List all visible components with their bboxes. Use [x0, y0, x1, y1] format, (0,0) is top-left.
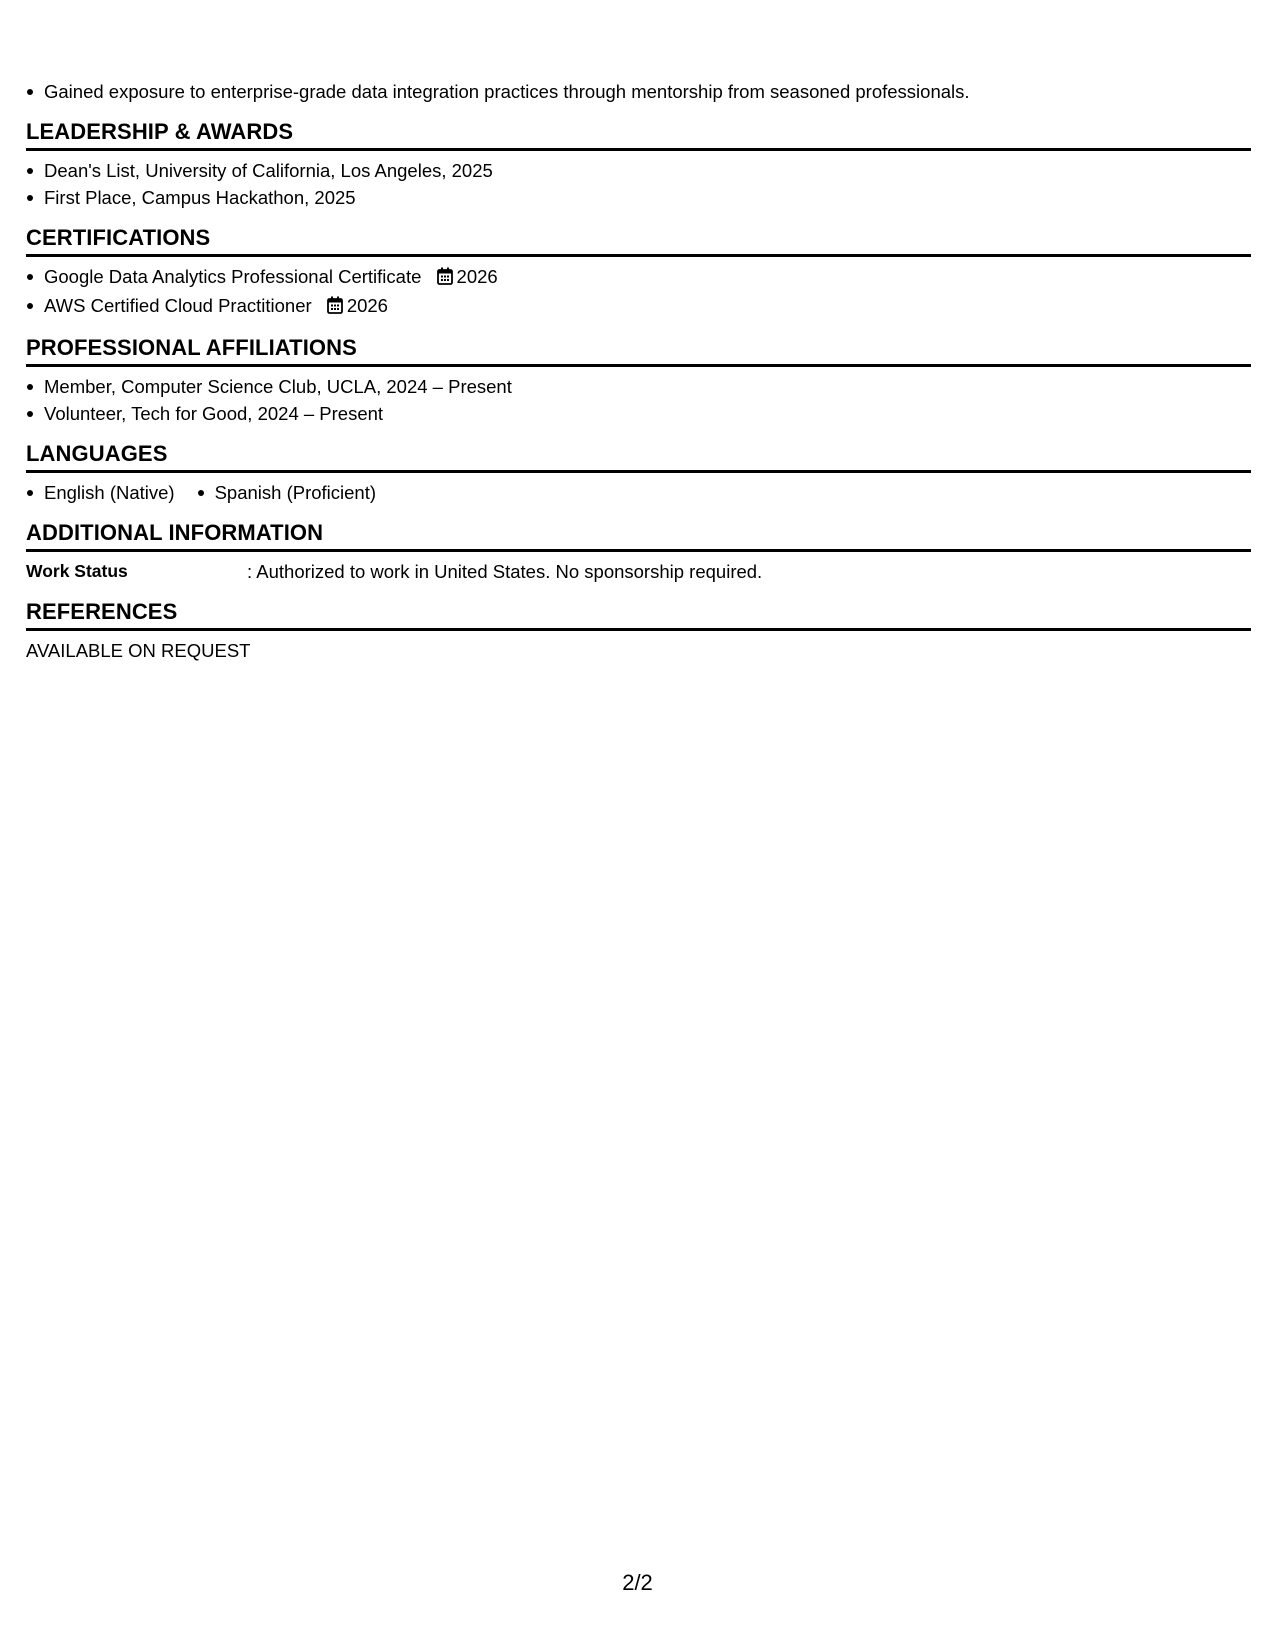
references-text: AVAILABLE ON REQUEST	[26, 640, 251, 661]
affiliations-section	[26, 335, 1251, 427]
affiliation-item: Member, Computer Science Club, UCLA, 2024 – Present	[26, 373, 1251, 400]
languages-section	[26, 441, 1251, 506]
certification-name: AWS Certified Cloud Practitioner	[44, 295, 312, 316]
work-status-value: : Authorized to work in United States. No sponsorship required.	[247, 561, 763, 582]
affiliations-list	[26, 373, 1251, 427]
leadership-section	[26, 119, 1251, 211]
experience-bullets	[26, 78, 1251, 105]
references-section	[26, 599, 1251, 664]
section-title-affiliations: PROFESSIONAL AFFILIATIONS	[26, 335, 1251, 367]
certification-item	[26, 292, 1251, 321]
certification-name: Google Data Analytics Professional Certificate	[44, 266, 422, 287]
additional-info-section	[26, 520, 1251, 585]
languages-list	[26, 479, 1251, 506]
certifications-list	[26, 263, 1251, 321]
calendar-icon	[327, 294, 343, 321]
certification-year: 2026	[346, 295, 388, 316]
work-status-row	[26, 558, 1251, 585]
section-title-languages: LANGUAGES	[26, 441, 1251, 473]
certifications-section	[26, 225, 1251, 321]
section-title-leadership: LEADERSHIP & AWARDS	[26, 119, 1251, 151]
leadership-list	[26, 157, 1251, 211]
section-title-references: REFERENCES	[26, 599, 1251, 631]
language-item: English (Native)	[26, 479, 175, 506]
experience-bullet: Gained exposure to enterprise-grade data integration practices through mentorship from seasoned professionals.	[26, 78, 1251, 105]
leadership-item: Dean's List, University of California, Los Angeles, 2025	[26, 157, 1251, 184]
language-item: Spanish (Proficient)	[197, 479, 376, 506]
certification-year: 2026	[456, 266, 498, 287]
section-title-additional: ADDITIONAL INFORMATION	[26, 520, 1251, 552]
calendar-icon	[437, 265, 453, 292]
section-title-certifications: CERTIFICATIONS	[26, 225, 1251, 257]
resume-page	[26, 78, 1251, 664]
work-status-label: Work Status	[26, 561, 128, 581]
leadership-item: First Place, Campus Hackathon, 2025	[26, 184, 1251, 211]
certification-item	[26, 263, 1251, 292]
affiliation-item: Volunteer, Tech for Good, 2024 – Present	[26, 400, 1251, 427]
page-number: 2/2	[622, 1570, 653, 1595]
